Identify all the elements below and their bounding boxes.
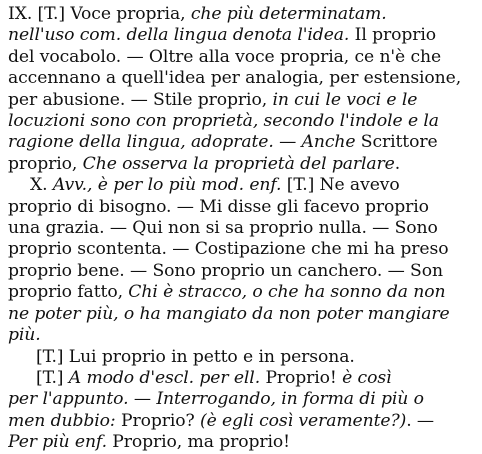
text-line (8, 175, 474, 196)
italic-text: che più determinatam. (190, 4, 387, 24)
text-line (8, 4, 474, 25)
italic-text: Interrogando, in forma di più o (156, 389, 424, 410)
text: [T.] Ne avevo (281, 175, 400, 196)
text: per abusione. — Stile proprio, (8, 89, 273, 110)
text-line (8, 411, 474, 432)
text: X. (30, 175, 53, 196)
text: Scrittore (355, 132, 438, 153)
text: — (273, 132, 302, 153)
italic-text: locuzioni sono con proprietà, secondo l'indole e la (8, 111, 439, 132)
text: [T.] Lui proprio in petto e in persona. (36, 346, 355, 367)
text-line (8, 347, 474, 368)
text-line (8, 389, 474, 410)
text: del vocabolo. — Oltre alla voce propria, ce n'è che (8, 46, 442, 67)
text: . (394, 153, 401, 174)
text-line (8, 282, 474, 303)
italic-text: Che osserva la proprietà del parlare (82, 153, 395, 174)
text: — (128, 389, 157, 410)
italic-text: Chi è stracco, o che ha sonno da non (128, 282, 446, 303)
text-line (8, 154, 474, 175)
text: proprio di bisogno. — Mi disse gli facevo proprio (8, 196, 429, 217)
text: Il proprio (349, 25, 437, 46)
text-line (8, 132, 474, 153)
italic-text: più. (8, 325, 41, 346)
text-line (8, 325, 474, 346)
text: [T.] (36, 367, 69, 388)
text: proprio fatto, (8, 282, 129, 303)
text-line (8, 432, 474, 453)
text-line (8, 368, 474, 389)
text-line (8, 304, 474, 325)
italic-text: Per più enf. (8, 432, 107, 453)
text-line (8, 111, 474, 132)
text-line (8, 25, 474, 46)
italic-text: nell'uso com. della lingua denota l'idea. (8, 25, 350, 46)
text: proprio, (8, 153, 83, 174)
text-line (8, 261, 474, 282)
text: . — (406, 410, 435, 431)
text: accennano a quell'idea per analogia, per estensione, (8, 68, 462, 89)
text-line (8, 90, 474, 111)
italic-text: men dubbio: (8, 410, 116, 431)
text: una grazia. — Qui non si sa proprio nulla. — Sono (8, 218, 438, 239)
italic-text: A modo d'escl. per ell. (68, 367, 261, 388)
text: proprio scontenta. — Costipazione che mi ha preso (8, 239, 449, 260)
italic-text: per l'appunto. (8, 389, 129, 410)
italic-text: Anche (301, 132, 356, 153)
italic-text: ragione della lingua, adoprate. (8, 132, 274, 153)
italic-text: ne poter più, o ha mangiato da non poter mangiare (8, 303, 450, 324)
italic-text: Avv., è per lo più mod. enf. (52, 175, 282, 196)
italic-text: è così (342, 367, 392, 388)
text-line (8, 218, 474, 239)
italic-text: (è egli così veramente?) (199, 410, 407, 431)
text: Proprio! (260, 367, 343, 388)
italic-text: in cui le voci e le (272, 89, 418, 110)
text: proprio bene. — Sono proprio un canchero. — Son (8, 260, 443, 281)
text: Proprio, ma proprio! (106, 432, 290, 453)
text: IX. [T.] Voce propria, (8, 4, 191, 24)
text-line (8, 197, 474, 218)
text-line (8, 239, 474, 260)
text-line (8, 47, 474, 68)
text-line (8, 68, 474, 89)
text: Proprio? (115, 410, 200, 431)
